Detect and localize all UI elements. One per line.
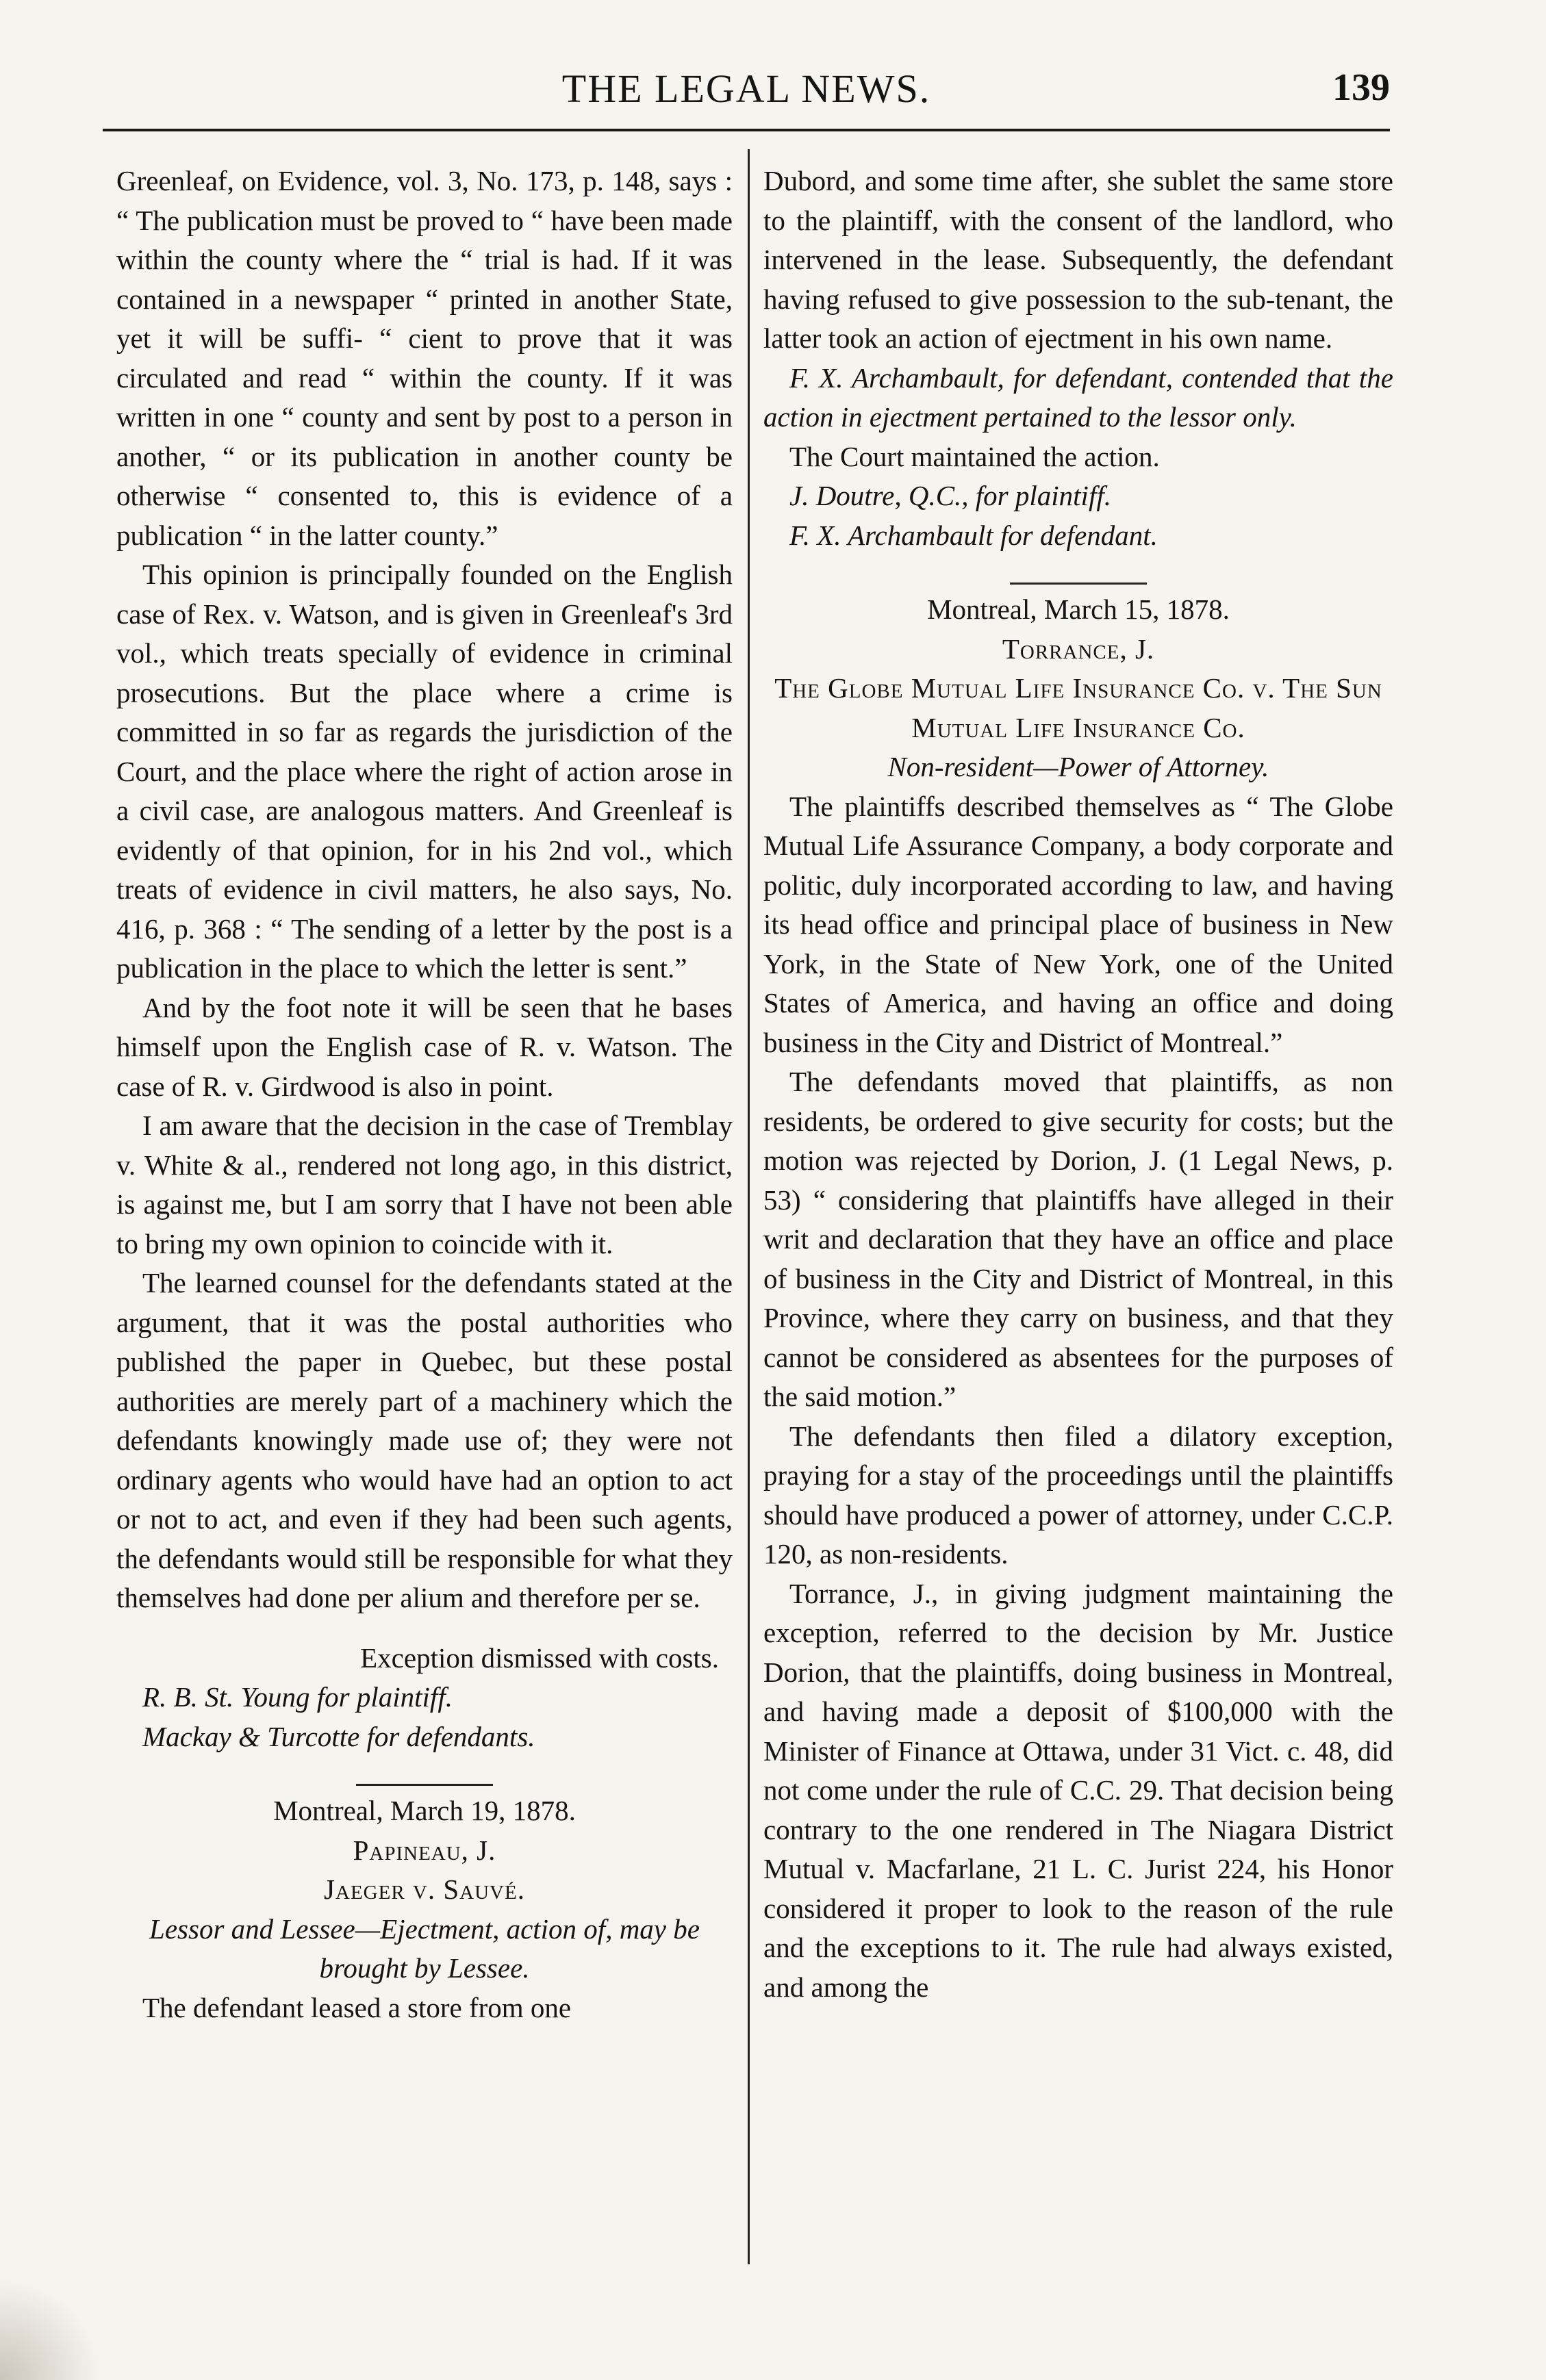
section-divider xyxy=(356,1784,493,1786)
judge-name: Torrance, J. xyxy=(1002,632,1155,665)
paragraph: The Court maintained the action. xyxy=(789,440,1160,472)
case-title: The Globe Mutual Life Insurance Co. v. The Sun Mutual Life Insurance Co. xyxy=(774,672,1382,743)
paragraph: Greenleaf, on Evidence, vol. 3, No. 173, p. 148, says : “ The publication must be proved to “ have been made within the county where the “ trial is had. If it was contained in a newspaper “ printed in another State, yet it will be suffi- “ cient to prove that it was circulated and read “ within the county. If it was written in one “ county and sent by post to a person in another, “ or its publication in another county be otherwise “ consented to, this is evidence of a publication “ in the latter county.” xyxy=(116,165,733,551)
paragraph: The learned counsel for the defendants stated at the argument, that it was the postal authorities who published the paper in Quebec, but these postal authorities are merely part of a machinery which the defendants knowingly made use of; they were not ordinary agents who would have had an option to act or not to act, and even if they had been such agents, the defendants would still be responsible for what they themselves had done per alium and therefore per se. xyxy=(116,1267,733,1613)
case-result: Exception dismissed with costs. xyxy=(360,1641,719,1674)
page-stain xyxy=(0,2277,103,2380)
headnote: Lessor and Lessee—Ejectment, action of, may be brought by Lessee. xyxy=(149,1912,700,1984)
paragraph: F. X. Archambault, for defendant, contended that the action in ejectment pertained to the lessor only. xyxy=(763,361,1393,433)
column-divider xyxy=(748,149,750,2264)
paragraph: Torrance, J., in giving judgment maintaining the exception, referred to the decision by Mr. Justice Dorion, that the plaintiffs, doing business in Montreal, and having made a deposit of $100,000 with the Minister of Finance at Ottawa, under 31 Vict. c. 48, did not come under the rule of C.C. 29. That decision being contrary to the one rendered in The Niagara District Mutual v. Macfarlane, 21 L. C. Jurist 224, his Honor considered it proper to look to the reason of the rule and the exceptions to it. The rule had always existed, and among the xyxy=(763,1577,1393,2003)
journal-title: THE LEGAL NEWS. xyxy=(561,66,931,111)
counsel-line: F. X. Archambault for defendant. xyxy=(789,519,1158,551)
paragraph: The plaintiffs described themselves as “ The Globe Mutual Life Assurance Company, a body corporate and politic, duly incorporated according to law, and having its head office and principal place of business in New York, in the State of New York, one of the United States of America, and having an office and doing business in the City and District of Montreal.” xyxy=(763,790,1393,1058)
page-number: 139 xyxy=(1332,66,1390,109)
paragraph: And by the foot note it will be seen that he bases himself upon the English case of R. v. Watson. The case of R. v. Girdwood is also in point. xyxy=(116,991,733,1102)
header-rule xyxy=(103,129,1390,131)
paragraph: This opinion is principally founded on the English case of Rex. v. Watson, and is given in Greenleaf's 3rd vol., which treats specially of evidence in criminal prosecutions. But the place where a crime is committed in so far as regards the jurisdiction of the Court, and the place where the right of action arose in a civil case, are analogous matters. And Greenleaf is evidently of that opinion, for in his 2nd vol., which treats of evidence in civil matters, he also says, No. 416, p. 368 : “ The sending of a letter by the post is a publication in the place to which the letter is sent.” xyxy=(116,559,733,984)
paragraph: Dubord, and some time after, she sublet the same store to the plaintiff, with the consent of the landlord, who intervened in the lease. Subsequently, the defendant having refused to give possession to the sub-tenant, the latter took an action of ejectment in his own name. xyxy=(763,165,1393,354)
paragraph: I am aware that the decision in the case of Tremblay v. White & al., rendered not long ago, in this district, is against me, but I am sorry that I have not been able to bring my own opinion to coincide with it. xyxy=(116,1110,733,1259)
paragraph: The defendants then filed a dilatory exception, praying for a stay of the proceedings until the plaintiffs should have produced a power of attorney, under C.C.P. 120, as non-residents. xyxy=(763,1420,1393,1570)
left-column xyxy=(116,162,733,2027)
section-divider xyxy=(1010,583,1147,585)
case-date: Montreal, March 15, 1878. xyxy=(927,593,1230,625)
paragraph: The defendant leased a store from one xyxy=(142,1991,572,2023)
counsel-line: J. Doutre, Q.C., for plaintiff. xyxy=(789,480,1111,511)
counsel-line: R. B. St. Young for plaintiff. xyxy=(142,1681,453,1713)
judge-name: Papineau, J. xyxy=(353,1834,496,1866)
page-header xyxy=(103,66,1390,120)
headnote: Non-resident—Power of Attorney. xyxy=(887,751,1269,782)
right-column xyxy=(763,162,1393,2007)
counsel-line: Mackay & Turcotte for defendants. xyxy=(142,1720,535,1752)
case-title: Jaeger v. Sauvé. xyxy=(324,1873,525,1905)
paragraph: The defendants moved that plaintiffs, as non residents, be ordered to give security for costs; but the motion was rejected by Dorion, J. (1 Legal News, p. 53) “ considering that plaintiffs have alleged in their writ and declaration that they have an office and place of business in the City and District of Montreal, in this Province, where they carry on business, and that they cannot be considered as absentees for the purposes of the said motion.” xyxy=(763,1066,1393,1412)
case-date: Montreal, March 19, 1878. xyxy=(273,1795,576,1826)
